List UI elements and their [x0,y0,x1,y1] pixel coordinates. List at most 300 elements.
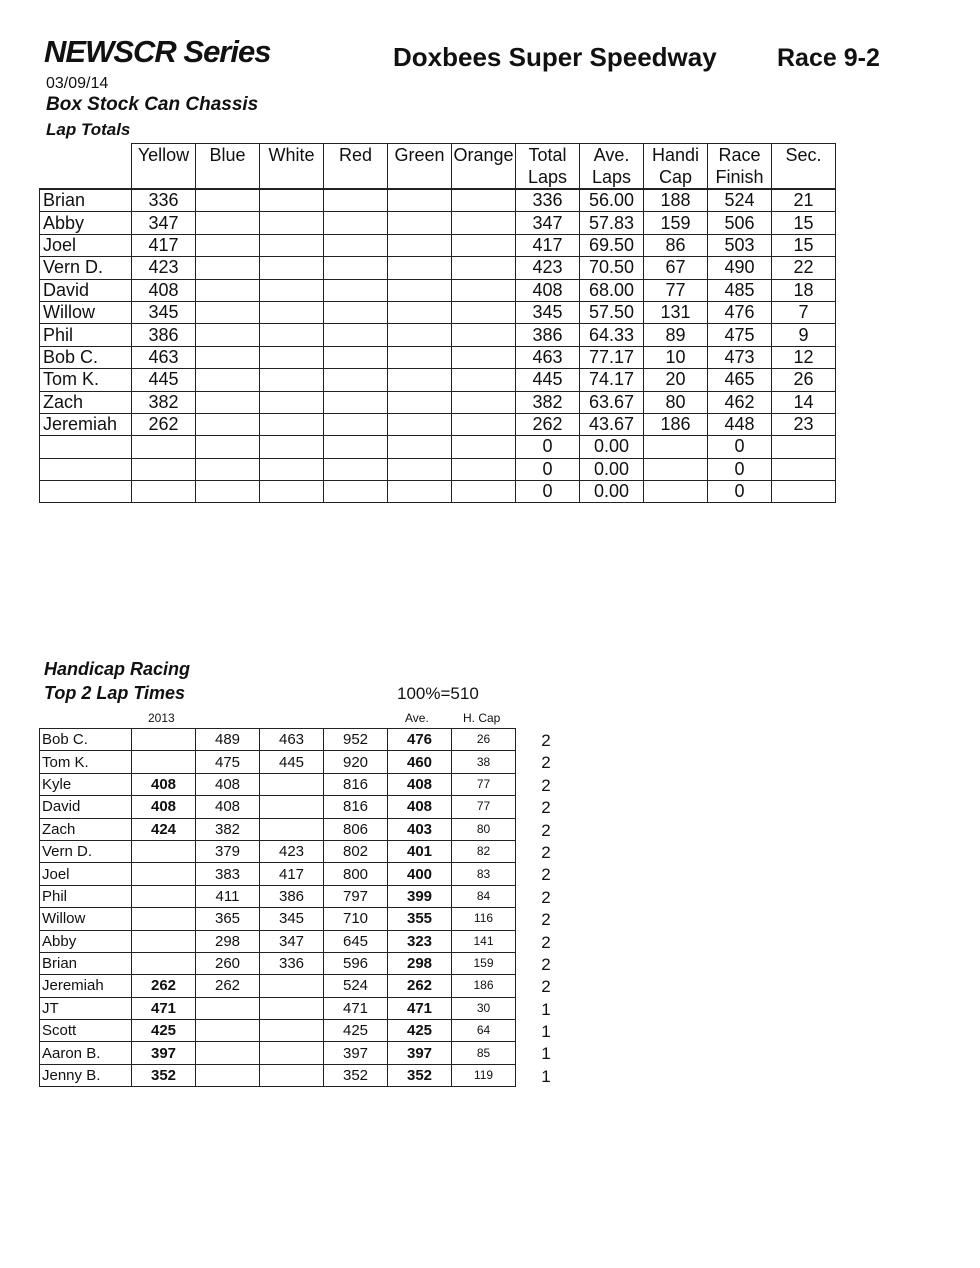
handicap-row [40,796,516,818]
driver-name-cell: Willow [40,908,132,930]
blue-laps-cell [196,481,260,503]
lap-time-1-cell: 489 [196,729,260,751]
handicap-cell: 20 [644,369,708,391]
blue-laps-cell [196,212,260,234]
white-laps-cell [260,458,324,480]
blue-laps-cell [196,279,260,301]
race-finish-cell: 476 [708,301,772,323]
yellow-laps-cell: 262 [132,413,196,435]
ave-laps-cell: 69.50 [580,234,644,256]
red-laps-cell [324,257,388,279]
white-laps-cell [260,436,324,458]
blue-laps-cell [196,369,260,391]
lap-time-1-cell [196,997,260,1019]
lap-time-1-cell: 475 [196,751,260,773]
red-laps-cell [324,189,388,212]
lap-time-1-cell: 260 [196,952,260,974]
col-ave-laps [580,144,644,190]
ave-cell: 262 [388,975,452,997]
race-finish-cell: 503 [708,234,772,256]
handicap-race-count-column [536,730,556,1088]
lap-sum-cell: 524 [324,975,388,997]
year-2013-cell [132,840,196,862]
driver-name-cell [40,481,132,503]
orange-laps-cell [452,436,516,458]
driver-name-cell: Brian [40,952,132,974]
handicap-cell: 86 [644,234,708,256]
lap-time-1-cell: 365 [196,908,260,930]
driver-name-cell [40,436,132,458]
lap-totals-row [40,257,836,279]
yellow-laps-cell [132,481,196,503]
race-finish-cell: 473 [708,346,772,368]
yellow-laps-cell: 408 [132,279,196,301]
ave-cell: 397 [388,1042,452,1064]
lap-totals-table [39,143,836,503]
lap-time-1-cell: 411 [196,885,260,907]
ave-cell: 425 [388,1020,452,1042]
ave-laps-cell: 57.50 [580,301,644,323]
year-2013-cell: 424 [132,818,196,840]
lap-time-1-cell [196,1042,260,1064]
series-title: NEWSCR Series [44,34,271,69]
lap-time-1-cell: 383 [196,863,260,885]
lap-totals-row [40,369,836,391]
driver-name-cell: Jeremiah [40,413,132,435]
total-laps-cell: 382 [516,391,580,413]
lap-sum-cell: 800 [324,863,388,885]
handicap-row [40,1020,516,1042]
handicap-row [40,818,516,840]
col-race-finish-line1: Race [718,145,761,165]
ave-laps-cell: 0.00 [580,436,644,458]
handicap-row [40,975,516,997]
hcap-cell: 77 [452,796,516,818]
race-count: 2 [541,798,551,818]
lap-time-1-cell: 408 [196,796,260,818]
total-laps-cell: 0 [516,481,580,503]
lap-time-2-cell [260,773,324,795]
lap-time-2-cell [260,1064,324,1086]
yellow-laps-cell: 417 [132,234,196,256]
orange-laps-cell [452,458,516,480]
total-laps-cell: 417 [516,234,580,256]
lap-time-2-cell [260,818,324,840]
sec-cell: 21 [772,189,836,212]
yellow-laps-cell: 382 [132,391,196,413]
total-laps-cell: 336 [516,189,580,212]
hcap-cell: 116 [452,908,516,930]
lap-totals-row [40,234,836,256]
handicap-cell: 188 [644,189,708,212]
lap-time-2-cell: 347 [260,930,324,952]
header-blank [40,144,132,190]
sec-cell: 22 [772,257,836,279]
lap-sum-cell: 802 [324,840,388,862]
handicap-cell: 67 [644,257,708,279]
yellow-laps-cell: 445 [132,369,196,391]
sec-cell [772,436,836,458]
driver-name-cell: JT [40,997,132,1019]
col-ave-laps-line2: Laps [591,167,632,187]
ave-cell: 408 [388,773,452,795]
green-laps-cell [388,436,452,458]
lap-time-1-cell: 382 [196,818,260,840]
driver-name-cell: Phil [40,885,132,907]
driver-name-cell: Tom K. [40,751,132,773]
red-laps-cell [324,212,388,234]
lap-sum-cell: 397 [324,1042,388,1064]
sec-cell: 14 [772,391,836,413]
driver-name-cell: Kyle [40,773,132,795]
col-handicap-line1: Handi [651,145,700,165]
race-finish-cell: 475 [708,324,772,346]
hcap-cell: 119 [452,1064,516,1086]
lap-time-2-cell: 345 [260,908,324,930]
blue-laps-cell [196,436,260,458]
orange-laps-cell [452,391,516,413]
ave-cell: 476 [388,729,452,751]
lap-time-1-cell: 298 [196,930,260,952]
lap-time-2-cell: 417 [260,863,324,885]
handicap-cell: 10 [644,346,708,368]
white-laps-cell [260,234,324,256]
driver-name-cell: Jeremiah [40,975,132,997]
blue-laps-cell [196,458,260,480]
lap-totals-row [40,436,836,458]
red-laps-cell [324,279,388,301]
ave-cell: 408 [388,796,452,818]
total-laps-cell: 345 [516,301,580,323]
green-laps-cell [388,212,452,234]
red-laps-cell [324,458,388,480]
lap-totals-row [40,301,836,323]
sec-cell: 15 [772,212,836,234]
driver-name-cell: Phil [40,324,132,346]
yellow-laps-cell [132,458,196,480]
sec-cell [772,458,836,480]
lap-sum-cell: 710 [324,908,388,930]
ave-cell: 460 [388,751,452,773]
handicap-cell: 89 [644,324,708,346]
lap-totals-row [40,413,836,435]
yellow-laps-cell: 423 [132,257,196,279]
total-laps-cell: 423 [516,257,580,279]
year-2013-cell [132,729,196,751]
hcap-cell: 159 [452,952,516,974]
yellow-laps-cell: 336 [132,189,196,212]
driver-name-cell [40,458,132,480]
lap-sum-cell: 425 [324,1020,388,1042]
orange-laps-cell [452,257,516,279]
blue-laps-cell [196,189,260,212]
sec-cell: 12 [772,346,836,368]
blue-laps-cell [196,234,260,256]
hcap-cell: 83 [452,863,516,885]
lap-sum-cell: 920 [324,751,388,773]
lap-time-2-cell [260,1042,324,1064]
hcap-cell: 186 [452,975,516,997]
sec-cell: 18 [772,279,836,301]
yellow-laps-cell: 386 [132,324,196,346]
col-yellow: Yellow [132,144,196,190]
handicap-cell [644,481,708,503]
lap-sum-cell: 952 [324,729,388,751]
white-laps-cell [260,279,324,301]
white-laps-cell [260,413,324,435]
ave-cell: 298 [388,952,452,974]
hcap-cell: 85 [452,1042,516,1064]
ave-cell: 355 [388,908,452,930]
orange-laps-cell [452,324,516,346]
blue-laps-cell [196,257,260,279]
handicap-row [40,773,516,795]
driver-name-cell: Vern D. [40,257,132,279]
lap-time-2-cell: 463 [260,729,324,751]
ave-laps-cell: 63.67 [580,391,644,413]
lap-sum-cell: 816 [324,796,388,818]
driver-name-cell: Abby [40,212,132,234]
lap-time-2-cell [260,796,324,818]
red-laps-cell [324,324,388,346]
red-laps-cell [324,481,388,503]
lap-time-1-cell: 379 [196,840,260,862]
year-2013-cell: 262 [132,975,196,997]
year-2013-cell [132,908,196,930]
race-count: 2 [541,775,551,795]
red-laps-cell [324,413,388,435]
white-laps-cell [260,257,324,279]
lap-totals-row [40,391,836,413]
col-blue: Blue [196,144,260,190]
green-laps-cell [388,279,452,301]
lap-sum-cell: 816 [324,773,388,795]
lap-totals-row [40,458,836,480]
ave-cell: 352 [388,1064,452,1086]
lap-time-2-cell [260,997,324,1019]
red-laps-cell [324,391,388,413]
col-red: Red [324,144,388,190]
hcap-cell: 30 [452,997,516,1019]
ave-laps-cell: 68.00 [580,279,644,301]
driver-name-cell: Vern D. [40,840,132,862]
race-count: 2 [541,977,551,997]
green-laps-cell [388,481,452,503]
red-laps-cell [324,301,388,323]
ave-laps-cell: 77.17 [580,346,644,368]
sec-cell: 15 [772,234,836,256]
race-count: 2 [541,842,551,862]
race-title: Race 9-2 [777,44,880,72]
year-2013-cell: 471 [132,997,196,1019]
col-total-laps-line2: Laps [527,167,568,187]
total-laps-cell: 463 [516,346,580,368]
blue-laps-cell [196,301,260,323]
handicap-row [40,1064,516,1086]
yellow-laps-cell: 345 [132,301,196,323]
driver-name-cell: Abby [40,930,132,952]
race-finish-cell: 524 [708,189,772,212]
lap-sum-cell: 471 [324,997,388,1019]
green-laps-cell [388,346,452,368]
race-count: 2 [541,910,551,930]
lap-time-1-cell [196,1020,260,1042]
lap-time-2-cell [260,975,324,997]
race-count: 2 [541,954,551,974]
col-total-laps [516,144,580,190]
orange-laps-cell [452,481,516,503]
handicap-cell: 80 [644,391,708,413]
year-2013-cell [132,885,196,907]
year-2013-cell: 352 [132,1064,196,1086]
handicap-cell [644,436,708,458]
driver-name-cell: Brian [40,189,132,212]
ave-laps-cell: 0.00 [580,481,644,503]
lap-totals-row [40,279,836,301]
lap-sum-cell: 797 [324,885,388,907]
col-orange: Orange [452,144,516,190]
hcap-cell: 141 [452,930,516,952]
hcap-cell: 80 [452,818,516,840]
blue-laps-cell [196,413,260,435]
green-laps-cell [388,324,452,346]
year-2013-cell: 408 [132,796,196,818]
driver-name-cell: Zach [40,818,132,840]
handicap-row [40,885,516,907]
race-count: 2 [541,932,551,952]
race-finish-cell: 465 [708,369,772,391]
lap-time-2-cell: 445 [260,751,324,773]
lap-sum-cell: 352 [324,1064,388,1086]
race-finish-cell: 462 [708,391,772,413]
race-finish-cell: 448 [708,413,772,435]
lap-totals-header-row [40,144,836,190]
hcap-cell: 84 [452,885,516,907]
ave-laps-cell: 70.50 [580,257,644,279]
yellow-laps-cell: 463 [132,346,196,368]
driver-name-cell: Bob C. [40,346,132,368]
handicap-cell: 159 [644,212,708,234]
race-finish-cell: 490 [708,257,772,279]
col-green: Green [388,144,452,190]
driver-name-cell: Scott [40,1020,132,1042]
driver-name-cell: Jenny B. [40,1064,132,1086]
race-count: 1 [541,1044,551,1064]
white-laps-cell [260,324,324,346]
blue-laps-cell [196,346,260,368]
col-total-laps-line1: Total [528,145,567,165]
total-laps-cell: 0 [516,436,580,458]
sec-cell: 9 [772,324,836,346]
lap-totals-row [40,346,836,368]
blue-laps-cell [196,324,260,346]
green-laps-cell [388,301,452,323]
orange-laps-cell [452,212,516,234]
orange-laps-cell [452,279,516,301]
race-finish-cell: 506 [708,212,772,234]
race-finish-cell: 0 [708,481,772,503]
ave-laps-cell: 43.67 [580,413,644,435]
green-laps-cell [388,413,452,435]
ave-cell: 399 [388,885,452,907]
handicap-row [40,729,516,751]
year-2013-cell [132,952,196,974]
handicap-col-ave: Ave. [405,711,429,725]
lap-time-1-cell [196,1064,260,1086]
year-2013-cell: 425 [132,1020,196,1042]
ave-cell: 401 [388,840,452,862]
total-laps-cell: 0 [516,458,580,480]
orange-laps-cell [452,301,516,323]
col-white: White [260,144,324,190]
orange-laps-cell [452,189,516,212]
red-laps-cell [324,369,388,391]
race-count: 1 [541,999,551,1019]
hcap-cell: 64 [452,1020,516,1042]
year-2013-cell [132,863,196,885]
lap-time-2-cell: 386 [260,885,324,907]
track-title: Doxbees Super Speedway [393,42,717,72]
ave-cell: 400 [388,863,452,885]
yellow-laps-cell: 347 [132,212,196,234]
race-date: 03/09/14 [46,75,109,92]
year-2013-cell [132,930,196,952]
white-laps-cell [260,391,324,413]
total-laps-cell: 347 [516,212,580,234]
race-count: 2 [541,865,551,885]
handicap-row [40,997,516,1019]
col-race-finish [708,144,772,190]
orange-laps-cell [452,369,516,391]
ave-cell: 323 [388,930,452,952]
driver-name-cell: Zach [40,391,132,413]
race-count: 2 [541,731,551,750]
green-laps-cell [388,391,452,413]
col-handicap-line2: Cap [658,167,693,187]
ave-laps-cell: 64.33 [580,324,644,346]
sec-cell: 23 [772,413,836,435]
handicap-row [40,840,516,862]
handicap-row [40,1042,516,1064]
driver-name-cell: Aaron B. [40,1042,132,1064]
ave-laps-cell: 0.00 [580,458,644,480]
year-2013-cell: 397 [132,1042,196,1064]
hcap-cell: 38 [452,751,516,773]
handicap-title: Handicap Racing [44,659,191,679]
red-laps-cell [324,234,388,256]
lap-time-2-cell: 423 [260,840,324,862]
race-count: 2 [541,753,551,773]
driver-name-cell: Joel [40,234,132,256]
handicap-row [40,908,516,930]
lap-sum-cell: 596 [324,952,388,974]
lap-time-2-cell [260,1020,324,1042]
lap-totals-row [40,481,836,503]
handicap-col-hcap: H. Cap [463,711,501,725]
handicap-cell: 186 [644,413,708,435]
handicap-row [40,930,516,952]
ave-laps-cell: 74.17 [580,369,644,391]
handicap-cell: 131 [644,301,708,323]
orange-laps-cell [452,234,516,256]
lap-totals-row [40,212,836,234]
total-laps-cell: 408 [516,279,580,301]
green-laps-cell [388,257,452,279]
sec-cell: 26 [772,369,836,391]
orange-laps-cell [452,413,516,435]
green-laps-cell [388,458,452,480]
race-count: 2 [541,820,551,840]
